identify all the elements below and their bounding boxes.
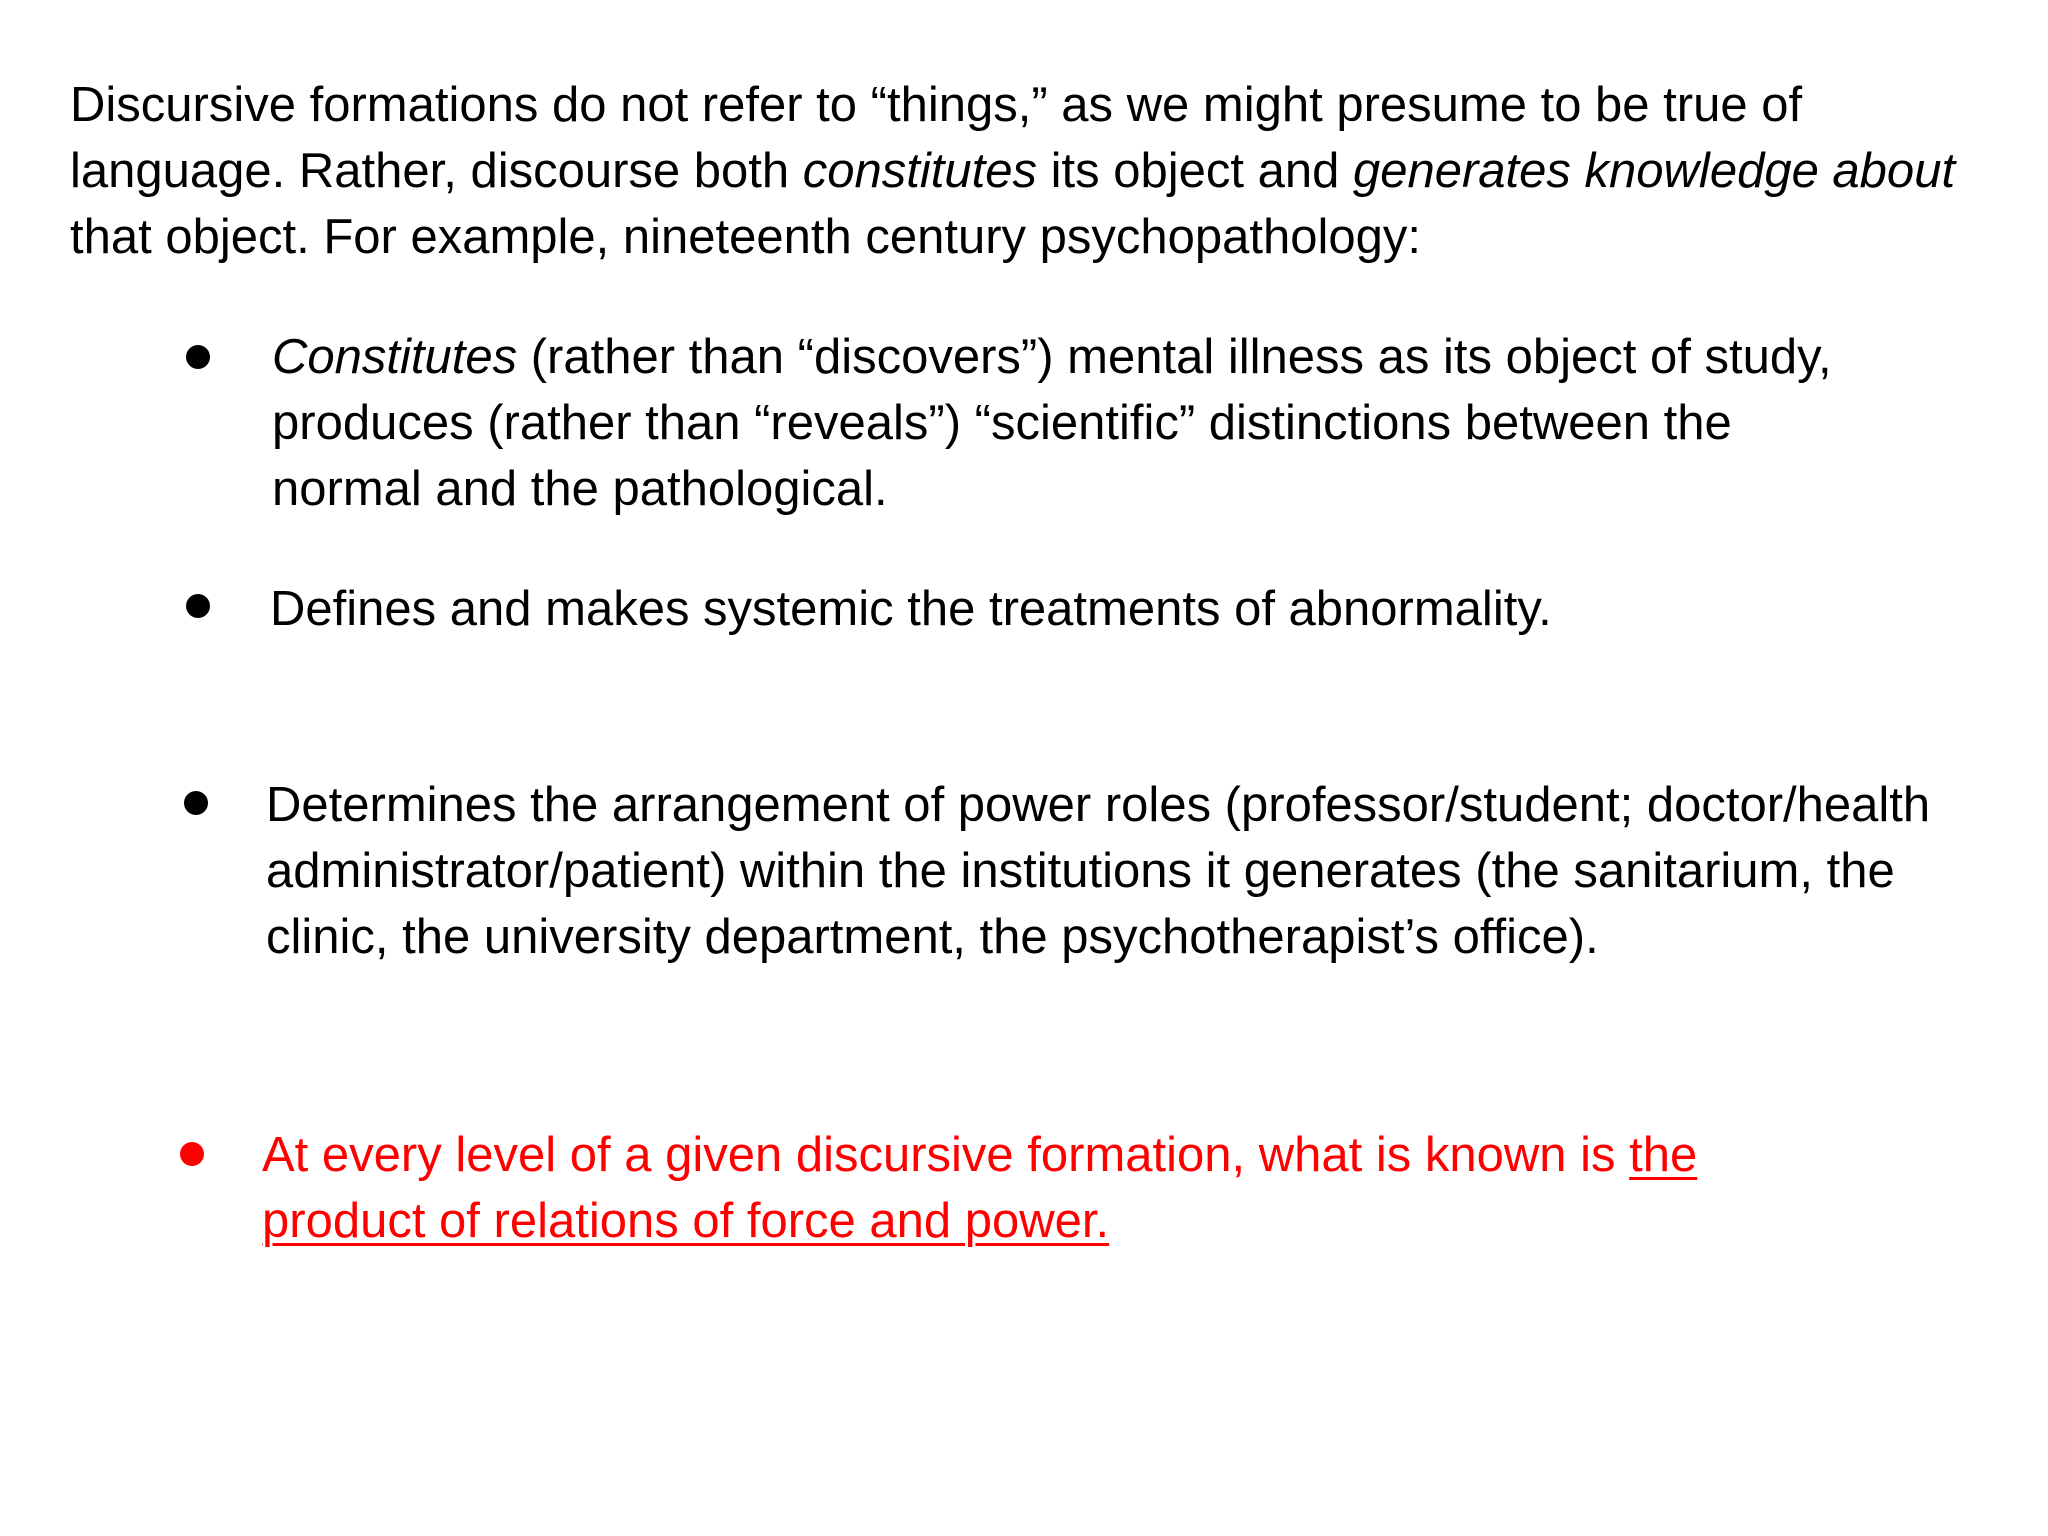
intro-paragraph [70, 72, 2010, 270]
bullet-dot-icon [186, 594, 210, 618]
intro-text-3: that object. For example, nineteenth century psychopathology: [70, 210, 1422, 264]
bullet-text-rest: (rather than “discovers”) mental illness as its object of study, produces (rather than “reveals”) “scientific” distinctions between the normal and the pathological. [272, 330, 1832, 516]
intro-emphasis-generates-knowledge: generates knowledge about [1352, 144, 1956, 198]
bullet-dot-red-icon [180, 1142, 204, 1166]
bullet-text [272, 324, 1872, 522]
bullet-emphasis-constitutes: Constitutes [272, 330, 518, 384]
bullet-text: Defines and makes systemic the treatments of abnormality. [270, 582, 1552, 636]
intro-emphasis-constitutes: constitutes [802, 144, 1038, 198]
bullet-text-underlined: the product of relations of force and power. [262, 1128, 1698, 1248]
bullet-text: Determines the arrangement of power roles (professor/student; doctor/health administrator/patient) within the institutions it generates (the sanitarium, the clinic, the university department, the psychotherapist’s office). [266, 778, 1931, 964]
intro-text-2: its object and [1037, 144, 1353, 198]
bullet-text-highlight [262, 1122, 1822, 1254]
intro-text-1: Discursive formations do not refer to “things,” as we might presume to be true of language. Rather, discourse both [70, 78, 1803, 198]
bullet-dot-icon [186, 345, 210, 369]
bullet-text-lead: At every level of a given discursive formation, what is known is [262, 1128, 1630, 1182]
bullet-dot-icon [184, 791, 208, 815]
